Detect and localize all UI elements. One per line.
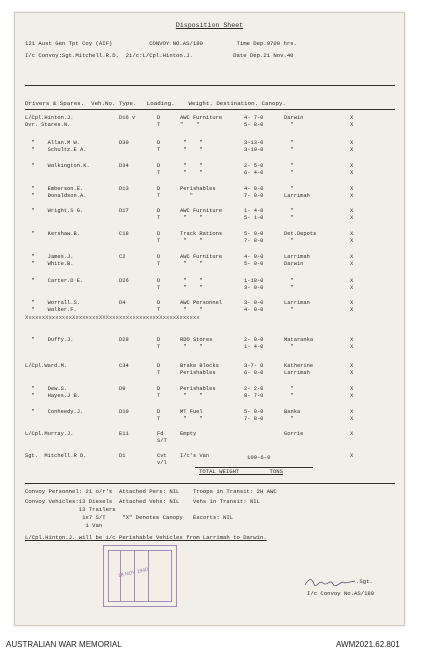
vehicle-cell: D16 v bbox=[119, 115, 136, 121]
vehicle-cell: D13 bbox=[119, 186, 129, 192]
weight-cell: 4- 0-0 5- 0-0 bbox=[244, 254, 264, 267]
destination-cell: Gorrie bbox=[284, 431, 304, 437]
driver-cell: " Carter.D E. bbox=[25, 278, 84, 284]
canopy-cell: X X bbox=[350, 186, 354, 199]
destination-cell: Darwin " bbox=[284, 115, 304, 128]
destination-cell: Larriman " bbox=[284, 300, 310, 313]
vehicle-cell: D1 bbox=[119, 453, 126, 459]
vehicle-cell: D28 bbox=[119, 337, 129, 343]
type-cell: D T bbox=[157, 254, 161, 267]
footer-line-4: 1x7 S/T "X" Denotes Canopy Escorts: NIL bbox=[25, 514, 234, 521]
driver-cell: " Kershaw.B. bbox=[25, 231, 80, 237]
weight-cell: 4- 9-0 7- 0-0 bbox=[244, 186, 264, 199]
stamp-date: 18 NOV 1940 bbox=[117, 566, 149, 580]
weight-cell: 4- 7-0 5- 8-0 bbox=[244, 115, 264, 128]
footer-line-5: 1 Van bbox=[25, 522, 103, 529]
destination-cell: " " bbox=[290, 386, 294, 399]
type-cell: D T bbox=[157, 115, 161, 128]
type-cell: D T bbox=[157, 300, 161, 313]
canopy-cell: X X bbox=[350, 337, 354, 350]
loading-cell: AWC Furniture " " bbox=[180, 115, 223, 128]
table-row bbox=[15, 409, 404, 423]
vehicle-cell: D4 bbox=[119, 300, 126, 306]
canopy-cell: X X bbox=[350, 278, 354, 291]
type-cell: D T bbox=[157, 409, 161, 422]
type-cell: D T bbox=[157, 363, 161, 376]
canopy-cell: X X bbox=[350, 140, 354, 153]
table-row bbox=[15, 363, 404, 377]
driver-cell: " Worrall.S. " Walker.F. bbox=[31, 300, 80, 313]
document-sheet bbox=[14, 12, 405, 626]
table-row bbox=[15, 186, 404, 200]
table-row bbox=[15, 231, 404, 245]
table-row bbox=[15, 431, 404, 445]
canopy-cell: X X bbox=[350, 163, 354, 176]
canopy-cell: X X bbox=[350, 208, 354, 221]
driver-cell: Sgt. Mitchell.R D. bbox=[25, 453, 87, 459]
canopy-cell: X X bbox=[350, 300, 354, 313]
loading-cell: Brake Blocks Perishables bbox=[180, 363, 219, 376]
driver-cell: L/Cpl.Hinton.J. Dvr. Stares.N. bbox=[25, 115, 74, 128]
received-stamp bbox=[103, 545, 177, 607]
weight-cell: 5- 0-0 7- 8-0 bbox=[244, 231, 264, 244]
loading-cell: MT Fuel " " bbox=[180, 409, 203, 422]
total-weight-label: TOTAL WEIGHT TONS bbox=[199, 468, 283, 475]
canopy-cell: X X bbox=[350, 363, 354, 376]
loading-cell: AWC Personnel " " bbox=[180, 300, 223, 313]
struck-line: XxxxxxXxxxxxxxXxxxxxxxXXXxxxxxxxxxxxxxxxXxxxxXxxxxxx bbox=[25, 314, 200, 321]
driver-cell: L/Cpl.Ward.M. bbox=[25, 363, 68, 369]
driver-cell: " Duffy.J. bbox=[25, 337, 74, 343]
vehicle-cell: D26 bbox=[119, 278, 129, 284]
loading-cell: Empty bbox=[180, 431, 197, 437]
signature-role: I/c Convoy No.AS/180 bbox=[307, 590, 375, 597]
canopy-cell: X X bbox=[350, 115, 354, 128]
type-cell: D T bbox=[157, 208, 161, 221]
loading-cell: AWC Furniture " " bbox=[180, 208, 223, 221]
type-cell: D T bbox=[157, 386, 161, 399]
vehicle-cell: D9 bbox=[119, 386, 126, 392]
header-line-2: I/c Convoy:Sgt.Mitchell.R.D. 2i/c:L/Cpl.Hinton.J. Date Dep.21 Nov.40 bbox=[25, 52, 294, 59]
loading-cell: " " " " bbox=[183, 140, 203, 153]
weight-cell: 3-13-0 3-19-0 bbox=[244, 140, 264, 153]
loading-cell: " " " " bbox=[183, 163, 203, 176]
canopy-cell: X X bbox=[350, 254, 354, 267]
table-row bbox=[15, 386, 404, 400]
footer-line-2: Convoy Vehicles:13 Diesels Attached Vehs: NIL Vehs in Transit: NIL bbox=[25, 498, 260, 505]
vehicle-cell: E11 bbox=[119, 431, 129, 437]
table-row bbox=[15, 140, 404, 154]
weight-cell: 2- 0-0 1- 4-0 bbox=[244, 337, 264, 350]
destination-cell: Larrimah Darwin bbox=[284, 254, 310, 267]
weight-cell: 1-18-0 3- 0-0 bbox=[244, 278, 264, 291]
header-line-1: 121 Aust Gen Tpt Coy (AIF) CONVOY NO.AS/180 Time Dep.0700 hrs. bbox=[25, 40, 297, 47]
weight-cell: 3-7- 0 6- 0-0 bbox=[244, 363, 264, 376]
destination-cell: " Larrimah bbox=[284, 186, 310, 199]
destination-cell: Banka " bbox=[284, 409, 301, 422]
loading-cell: AWC Furniture " " bbox=[180, 254, 223, 267]
type-cell: D T bbox=[157, 278, 161, 291]
vehicle-cell: D10 bbox=[119, 409, 129, 415]
driver-cell: " Conheedy.J. bbox=[25, 409, 84, 415]
driver-cell: " Emberson.E. " Donaldson.A. bbox=[31, 186, 87, 199]
destination-cell: Det.Depots " bbox=[284, 231, 317, 244]
heading-rule bbox=[25, 109, 395, 110]
destination-cell: " " bbox=[290, 208, 294, 221]
type-cell: D T bbox=[157, 163, 161, 176]
note-line: L/Cpl.Hinton.J. will be i/c Perishable Vehicles from Larrimah to Darwin. bbox=[25, 534, 267, 541]
table-row bbox=[15, 300, 404, 314]
vehicle-cell: C34 bbox=[119, 363, 129, 369]
vehicle-cell: D34 bbox=[119, 163, 129, 169]
canopy-cell: X bbox=[350, 453, 354, 459]
document-title: Disposition Sheet bbox=[175, 22, 244, 29]
destination-cell: " " bbox=[290, 163, 294, 176]
destination-cell: Mataranka " bbox=[284, 337, 314, 350]
loading-cell: Perishables " " bbox=[180, 386, 216, 399]
loading-cell: RDO Stores " " bbox=[180, 337, 213, 350]
canopy-cell: X X bbox=[350, 231, 354, 244]
signature-title: .Sgt. bbox=[356, 578, 373, 585]
driver-cell: " Dew.S. " Hayes.J B. bbox=[31, 386, 80, 399]
table-row bbox=[15, 163, 404, 177]
destination-cell: Katherine Larrimah bbox=[284, 363, 314, 376]
driver-cell: " Wright.S G. bbox=[25, 208, 84, 214]
weight-cell: 5- 0-0 7- 8-0 bbox=[244, 409, 264, 422]
loading-cell: I/c's Van bbox=[180, 453, 210, 459]
type-cell: D T bbox=[157, 337, 161, 350]
type-cell: Cvt v/l bbox=[157, 453, 167, 466]
destination-cell: " " bbox=[290, 140, 294, 153]
type-cell: Fd S/T bbox=[157, 431, 167, 444]
total-weight-value: 109-6-0 bbox=[247, 454, 271, 461]
loading-cell: Perishables " bbox=[180, 186, 216, 199]
destination-cell: " " bbox=[290, 278, 294, 291]
footer-line-1: Convoy Personnel: 21 o/r's Attached Pers: NIL Troops in Transit: 2H AWC bbox=[25, 488, 277, 495]
driver-cell: " James.J. " White.B. bbox=[31, 254, 74, 267]
loading-cell: " " " " bbox=[183, 278, 203, 291]
vehicle-cell: D30 bbox=[119, 140, 129, 146]
weight-cell: 1- 4-0 5- 1-0 bbox=[244, 208, 264, 221]
type-cell: D T bbox=[157, 140, 161, 153]
table-row bbox=[15, 208, 404, 222]
vehicle-cell: D17 bbox=[119, 208, 129, 214]
handwritten-signature bbox=[303, 576, 357, 588]
weight-cell: 2- 2-0 8- 7-0 bbox=[244, 386, 264, 399]
footer-rule bbox=[25, 483, 395, 484]
table-row bbox=[15, 115, 404, 129]
canopy-cell: X X bbox=[350, 409, 354, 422]
driver-cell: L/Cpl.Murray.J. bbox=[25, 431, 74, 437]
table-row bbox=[15, 453, 404, 467]
type-cell: D T bbox=[157, 186, 161, 199]
top-rule bbox=[25, 85, 395, 86]
canopy-cell: X X bbox=[350, 386, 354, 399]
weight-cell: 2- 5-0 6- 4-0 bbox=[244, 163, 264, 176]
table-row bbox=[15, 254, 404, 268]
loading-cell: Track Rations " " bbox=[180, 231, 223, 244]
vehicle-cell: C18 bbox=[119, 231, 129, 237]
canopy-cell: X bbox=[350, 431, 354, 437]
weight-cell: 3- 0-0 4- 0-0 bbox=[244, 300, 264, 313]
type-cell: D T bbox=[157, 231, 161, 244]
driver-cell: " Walkington.K. bbox=[25, 163, 90, 169]
credit-right: AWM2021.62.801 bbox=[336, 640, 400, 649]
columns-heading: Drivers & Spares. Veh.No. Type. Loading. Weight. Destination. Canopy. bbox=[25, 100, 286, 107]
table-row bbox=[15, 278, 404, 292]
vehicle-cell: C2 bbox=[119, 254, 126, 260]
table-row bbox=[15, 337, 404, 351]
driver-cell: " Allan.M W. " Schultz.E A. bbox=[31, 140, 87, 153]
credit-left: AUSTRALIAN WAR MEMORIAL bbox=[6, 640, 122, 649]
footer-line-3: 13 Trailers bbox=[25, 506, 116, 513]
